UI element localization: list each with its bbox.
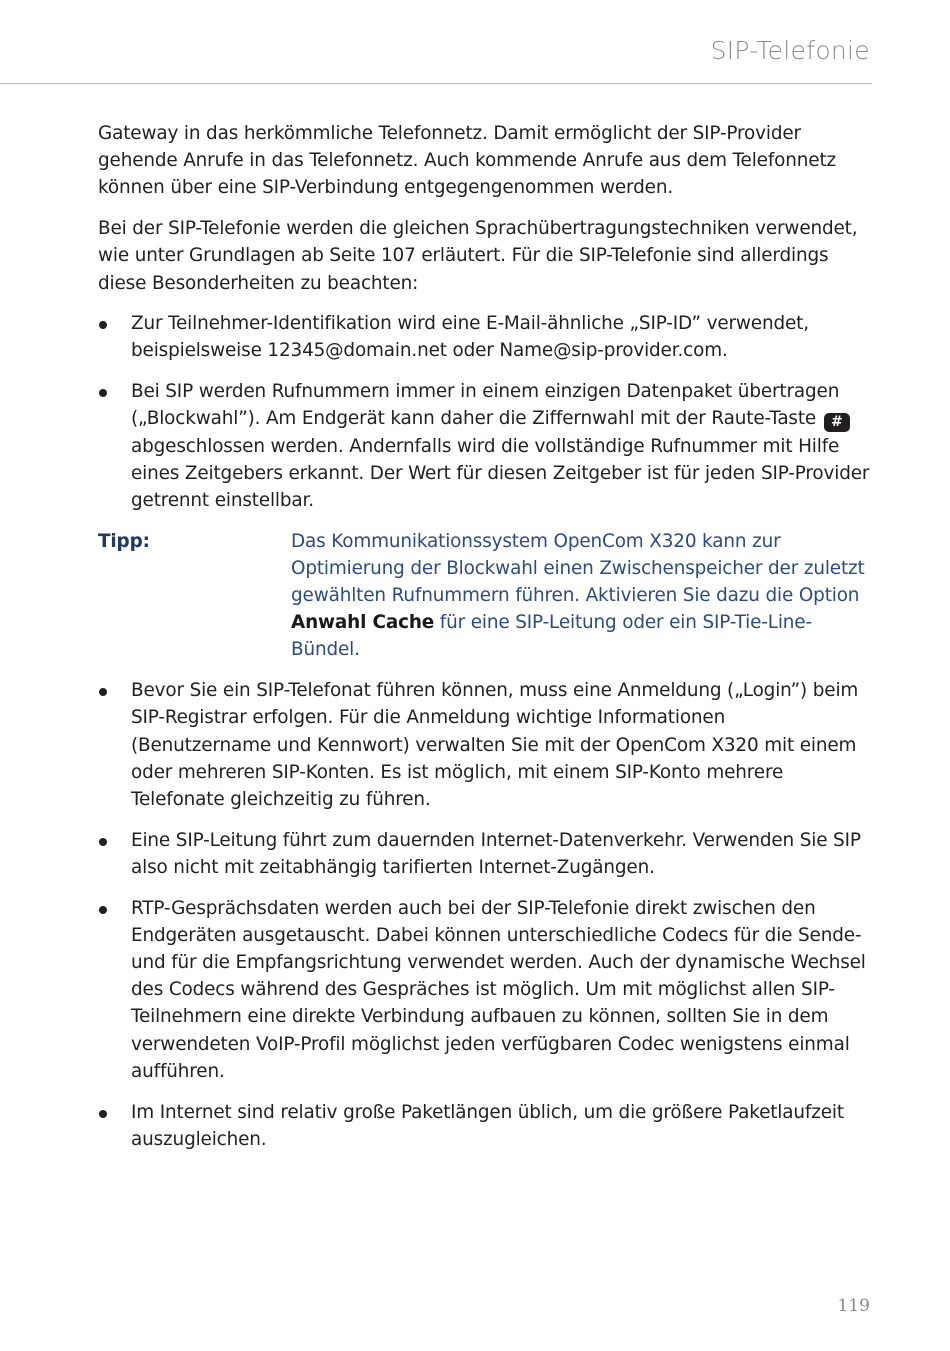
list-item-text: abgeschlossen werden. Andernfalls wird die vollständige Rufnummer mit Hilfe eines Zeitgebers erkannt. Der Wert für diesen Zeitgeber ist für jeden SIP-Provider getrennt einstellbar. <box>131 435 870 511</box>
bullet-icon <box>99 389 107 397</box>
option-name: Anwahl Cache <box>291 612 435 634</box>
page-number: 119 <box>837 1296 870 1316</box>
bullet-icon <box>99 321 107 329</box>
bullet-list <box>98 310 870 514</box>
tip-box <box>98 528 870 664</box>
header-divider <box>0 83 872 84</box>
list-item <box>98 677 870 813</box>
list-item <box>98 1099 870 1153</box>
list-item-text: Bei SIP werden Rufnummern immer in einem einzigen Datenpaket übertragen („Blockwahl”). Am Endgerät kann daher die Ziffernwahl mit der Raute-Taste <box>131 381 840 430</box>
running-header-title: SIP-Telefonie <box>710 36 870 65</box>
list-item-text: Bevor Sie ein SIP-Telefonat führen können, muss eine Anmeldung („Login”) beim SIP-Registrar erfolgen. Für die Anmeldung wichtige Informationen (Benutzername und Kennwort) verwalten Sie mit der OpenCom X320 mit einem oder mehreren SIP-Konten. Es ist möglich, mit einem SIP-Konto mehrere Telefonate gleichzeitig zu führen. <box>131 680 859 810</box>
bullet-icon <box>99 906 107 914</box>
tip-text-part: für eine SIP-Leitung oder ein SIP-Tie-Line-Bündel. <box>291 612 812 661</box>
body-paragraph: Gateway in das herkömmliche Telefonnetz. Damit ermöglicht der SIP-Provider gehende Anrufe in das Telefonnetz. Auch kommende Anrufe aus dem Telefonnetz können über eine SIP-Verbindung entgegengenommen werden. <box>98 123 837 199</box>
tip-text-part: Das Kommunikationssystem OpenCom X320 kann zur Optimierung der Blockwahl einen Zwischenspeicher der zuletzt gewählten Rufnummern führen. Aktivieren Sie dazu die Option <box>291 530 865 607</box>
bullet-icon <box>99 838 107 846</box>
bullet-icon <box>99 1110 107 1118</box>
list-item <box>98 310 870 364</box>
list-item-text: RTP-Gesprächsdaten werden auch bei der SIP-Telefonie direkt zwischen den Endgeräten ausgetauscht. Dabei können unterschiedliche Codecs für die Sende- und für die Empfangsrichtung verwendet werden. Auch der dynamische Wechsel des Codecs während des Gespräches ist möglich. Um mit möglichst allen SIP-Teilnehmern eine direkte Verbindung aufbauen zu können, sollten Sie in dem verwendeten VoIP-Profil möglichst jeden verfügbaren Codec wenigstens einmal aufführen. <box>131 897 866 1082</box>
list-item <box>98 895 870 1085</box>
page-body <box>98 120 870 1166</box>
tip-text <box>291 528 870 664</box>
body-paragraph: Bei der SIP-Telefonie werden die gleichen Sprachübertragungstechniken verwendet, wie unter Grundlagen ab Seite 107 erläutert. Für die SIP-Telefonie sind allerdings diese Besonderheiten zu beachten: <box>98 218 858 294</box>
list-item-text: Zur Teilnehmer-Identifikation wird eine E-Mail-ähnliche „SIP-ID” verwendet, beispielsweise 12345@domain.net oder Name@sip-provider.com. <box>131 313 809 362</box>
tip-label: Tipp: <box>98 530 150 552</box>
list-item <box>98 378 870 514</box>
list-item-text: Eine SIP-Leitung führt zum dauernden Internet-Datenverkehr. Verwenden Sie SIP also nicht mit zeitabhängig tarifierten Internet-Zugängen. <box>131 829 861 878</box>
hash-key-icon: # <box>824 413 850 432</box>
bullet-list <box>98 677 870 1153</box>
bullet-icon <box>99 688 107 696</box>
list-item-text: Im Internet sind relativ große Paketlängen üblich, um die größere Paketlaufzeit auszugleichen. <box>131 1101 844 1150</box>
list-item <box>98 827 870 881</box>
